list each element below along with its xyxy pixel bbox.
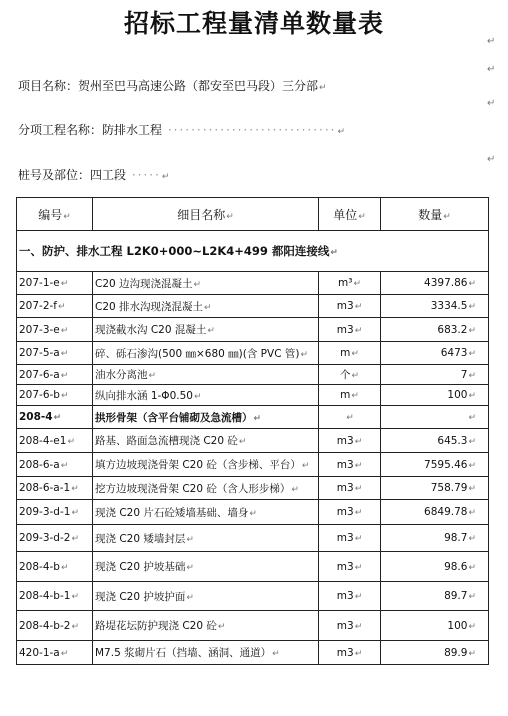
row-item-name: C20 边沟现浇混凝土↵ [93,272,319,295]
paragraph-mark: ↵ [487,36,496,47]
row-unit: m3↵ [319,318,381,342]
row-quantity: 98.6↵ [381,552,489,582]
station-label: 桩号及部位： [18,168,91,182]
document-title: 招标工程量清单数量表 [123,9,384,38]
row-code: 207-3-e↵ [17,318,93,342]
row-code: 207-2-f↵ [17,295,93,318]
row-unit: m3↵ [319,582,381,611]
row-quantity: 6473↵ [381,342,489,365]
table-row [17,365,489,385]
row-item-name: 现浇 C20 护坡护面↵ [93,582,319,611]
row-code: 209-3-d-2↵ [17,525,93,552]
table-row [17,295,489,318]
row-code: 209-3-d-1↵ [17,500,93,525]
row-quantity: 7595.46↵ [381,453,489,477]
row-quantity: 645.3↵ [381,429,489,453]
row-quantity: 98.7↵ [381,525,489,552]
station-field: 桩号及部位：四工段 ·····↵ [18,168,170,182]
table-header-row [17,198,489,231]
row-unit: m3↵ [319,552,381,582]
row-code: 207-6-b↵ [17,385,93,406]
table-row [17,525,489,552]
row-unit: m3↵ [319,477,381,500]
row-quantity: 100↵ [381,611,489,641]
row-unit: m3↵ [319,611,381,641]
row-item-name: 碎、砾石渗沟(500 ㎜×680 ㎜)(含 PVC 管)↵ [93,342,319,365]
quantity-table [16,197,489,665]
subproject-name-value: 防排水工程 [102,123,163,137]
row-unit: 个↵ [319,365,381,385]
row-item-name: M7.5 浆砌片石（挡墙、涵洞、通道）↵ [93,641,319,665]
row-unit: m3↵ [319,525,381,552]
row-item-name: 油水分离池↵ [93,365,319,385]
table-row [17,453,489,477]
row-quantity: 89.7↵ [381,582,489,611]
row-item-name: 纵向排水涵 1-Φ0.50↵ [93,385,319,406]
row-item-name: 挖方边坡现浇骨架 C20 砼（含人形步梯）↵ [93,477,319,500]
section-title: 一、防护、排水工程 L2K0+000~L2K4+499 都阳连接线↵ [17,231,489,272]
header-item-name: 细目名称↵ [93,198,319,231]
header-unit: 单位↵ [319,198,381,231]
table-row [17,477,489,500]
row-unit: m3↵ [319,641,381,665]
row-quantity: 89.9↵ [381,641,489,665]
row-quantity: 100↵ [381,385,489,406]
row-quantity: 3334.5↵ [381,295,489,318]
station-value: 四工段 [90,168,127,182]
row-item-name: 路堤花坛防护现浇 C20 砼↵ [93,611,319,641]
table-row [17,552,489,582]
row-code: 208-6-a↵ [17,453,93,477]
row-item-name: 路基、路面急流槽现浇 C20 砼↵ [93,429,319,453]
header-code: 编号↵ [17,198,93,231]
row-item-name: 填方边坡现浇骨架 C20 砼（含步梯、平台）↵ [93,453,319,477]
subproject-name-label: 分项工程名称： [18,123,103,137]
row-unit: m↵ [319,342,381,365]
row-code: 207-6-a↵ [17,365,93,385]
paragraph-mark: ↵ [319,83,327,93]
row-unit: m3↵ [319,453,381,477]
row-quantity: 758.79↵ [381,477,489,500]
row-item-name: 现浇截水沟 C20 混凝土↵ [93,318,319,342]
row-code: 207-5-a↵ [17,342,93,365]
table-row [17,385,489,406]
subproject-name-field: 分项工程名称：防排水工程 ·····························↵ [18,123,346,137]
paragraph-mark: ↵ [337,127,346,137]
row-unit: m↵ [319,385,381,406]
row-quantity: 7↵ [381,365,489,385]
table-row [17,429,489,453]
row-quantity: 6849.78↵ [381,500,489,525]
paragraph-mark: ↵ [487,98,496,109]
row-code: 208-4-b-1↵ [17,582,93,611]
table-row [17,641,489,665]
project-name-label: 项目名称： [18,79,79,93]
row-unit: m3↵ [319,295,381,318]
row-code: 208-4-b↵ [17,552,93,582]
row-unit: m³↵ [319,272,381,295]
row-code: 207-1-e↵ [17,272,93,295]
row-code: 208-4-e1↵ [17,429,93,453]
table-row [17,582,489,611]
paragraph-mark: ↵ [487,64,496,75]
row-item-name: 拱形骨架（含平台铺砌及急流槽）↵ [93,406,319,429]
paragraph-mark: ↵ [161,172,170,182]
project-name-value: 贺州至巴马高速公路（都安至巴马段）三分部 [78,79,319,93]
row-quantity: ↵ [381,406,489,429]
row-code: 208-4-b-2↵ [17,611,93,641]
row-code: 208-6-a-1↵ [17,477,93,500]
section-row [17,231,489,272]
table-row [17,318,489,342]
row-unit: m3↵ [319,429,381,453]
header-quantity: 数量↵ [381,198,489,231]
row-code: 208-4↵ [17,406,93,429]
table-row [17,406,489,429]
row-item-name: 现浇 C20 护坡基础↵ [93,552,319,582]
project-name-field [18,77,327,94]
row-code: 420-1-a↵ [17,641,93,665]
row-unit: ↵ [319,406,381,429]
table-row [17,500,489,525]
row-item-name: C20 排水沟现浇混凝土↵ [93,295,319,318]
table-row [17,272,489,295]
row-quantity: 683.2↵ [381,318,489,342]
row-item-name: 现浇 C20 片石砼矮墙基础、墙身↵ [93,500,319,525]
row-unit: m3↵ [319,500,381,525]
row-item-name: 现浇 C20 矮墙封层↵ [93,525,319,552]
table-row [17,611,489,641]
table-row [17,342,489,365]
paragraph-mark: ↵ [487,154,496,165]
row-quantity: 4397.86↵ [381,272,489,295]
